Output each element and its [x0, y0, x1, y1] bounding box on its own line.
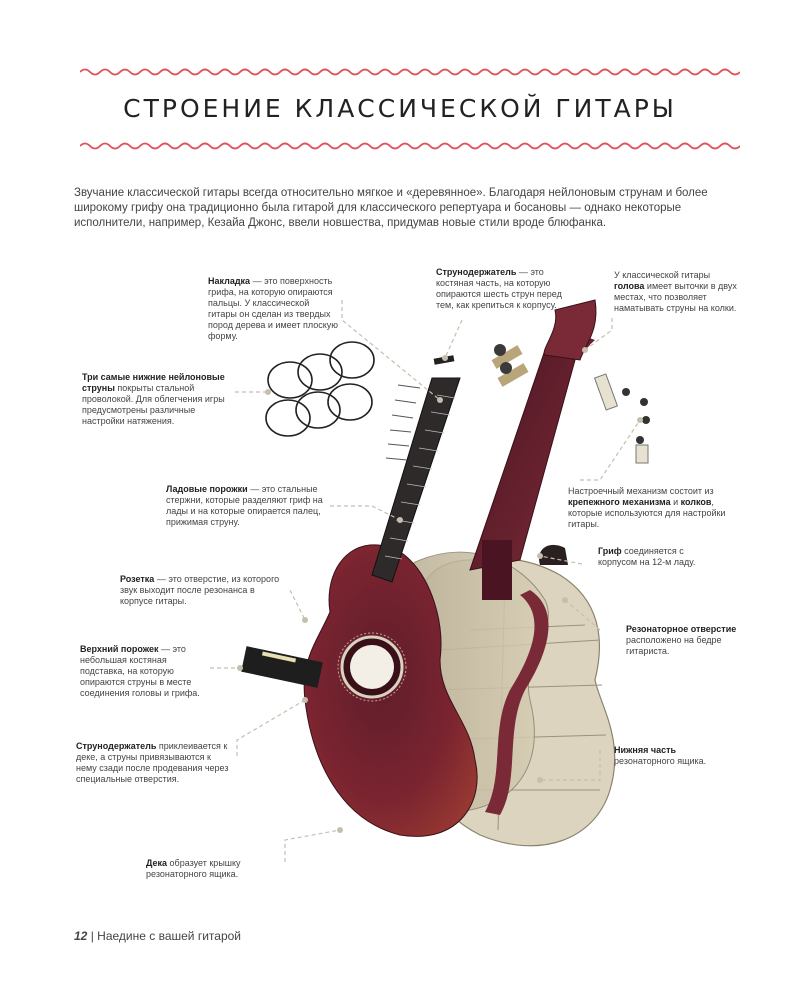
label-top: Дека образует крышку резонаторного ящика.	[146, 858, 241, 879]
intro-paragraph: Звучание классической гитары всегда относительно мягкое и «деревянное». Благодаря нейлоновым струнам и более широкому грифу она традиционно была гитарой для классического репертуара и босановы — однако некоторые исполнители, например, Кезайа Джонс, ввели новшества, придумав новые стили вроде блюфанка.	[74, 187, 708, 229]
page-title: СТРОЕНИЕ КЛАССИЧЕСКОЙ ГИТАРЫ	[123, 94, 677, 123]
label-strings: Три самые нижние нейлоновые струны покрыты стальной проволокой. Для облегчения игры предусмотрены различные настройки натяжения.	[82, 372, 225, 426]
label-soundhole: Резонаторное отверстие расположено на бедре гитариста.	[626, 624, 737, 656]
string-coils	[266, 342, 374, 436]
page-number: 12	[74, 929, 88, 943]
label-frets: Ладовые порожки — это стальные стержни, которые разделяют гриф на лады и на которые опирается палец, прижимая струну.	[166, 484, 323, 527]
fingerboard-plate	[372, 378, 460, 582]
label-fingerboard: Накладка — это поверхность грифа, на которую опираются пальцы. У классической гитары он сделан из твердых пород дерева и имеет плоскую форму.	[208, 276, 338, 341]
label-bridge: Струнодержатель приклеивается к деке, а струны привязываются к нему сзади после продевания через специальные отверстия.	[76, 741, 229, 784]
page-footer: 12 | Наедине с вашей гитарой	[74, 929, 241, 943]
label-back: Нижняя часть резонаторного ящика.	[614, 745, 707, 766]
label-nut-top: Струнодержатель — это костяная часть, на которую опираются шесть струн перед тем, как крепиться к корпусу.	[436, 267, 562, 310]
section-title: Наедине с вашей гитарой	[97, 929, 241, 943]
label-rosette: Розетка — это отверстие, из которого звук выходит после резонанса в корпусе гитары.	[120, 574, 280, 606]
label-head: У классической гитары голова имеет выточки в двух местах, что позволяет наматывать струны на колки.	[614, 270, 737, 313]
label-tuning: Настроечный механизм состоит из крепежного механизма и колков, которые используются для настройки гитары.	[568, 486, 726, 529]
label-neck: Гриф соединяется с корпусом на 12-м ладу.	[598, 546, 696, 567]
guitar-neck	[470, 330, 590, 600]
heel-block	[539, 545, 568, 565]
label-saddle: Верхний порожек — это небольшая костяная подставка, на которую опираются струны в месте соединения головы и грифа.	[80, 644, 200, 698]
